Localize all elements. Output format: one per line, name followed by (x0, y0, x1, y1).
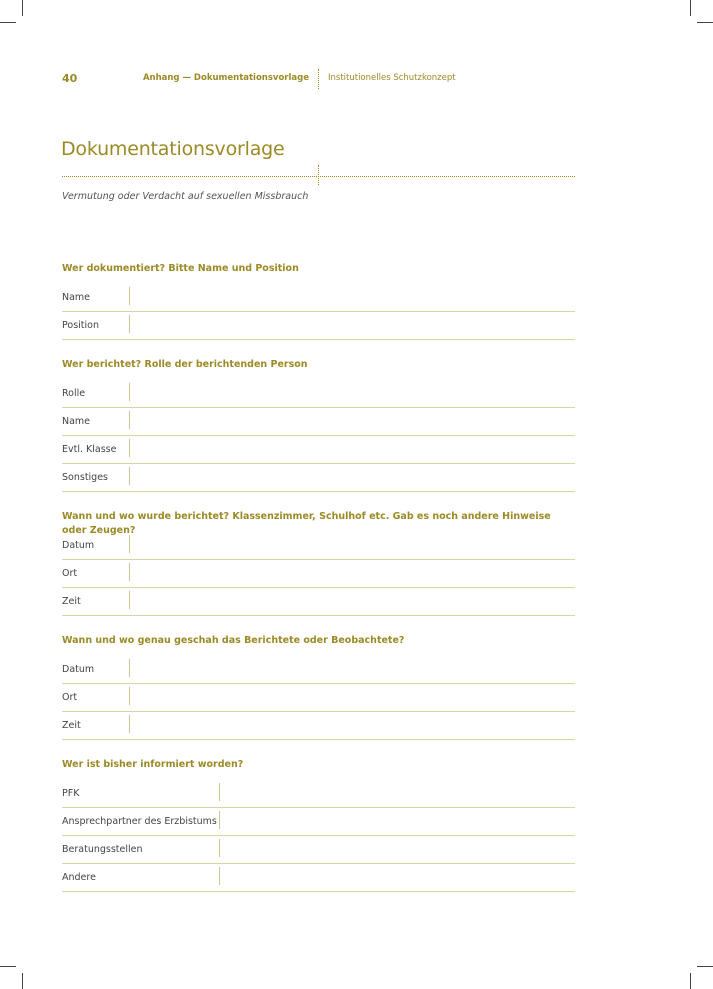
form-row (62, 588, 575, 616)
section-title: Wer ist bisher informiert worden? (62, 759, 244, 770)
form-row (62, 312, 575, 340)
section-informed-parties (62, 758, 575, 892)
documentation-form (62, 262, 575, 910)
field-label: Name (62, 287, 130, 305)
form-row (62, 836, 575, 864)
section-documenter (62, 262, 575, 340)
crop-mark (690, 0, 691, 16)
field-label: Datum (62, 535, 130, 553)
field-label: PFK (62, 783, 220, 801)
page-title: Dokumentationsvorlage (61, 138, 285, 160)
form-row (62, 436, 575, 464)
crop-mark (690, 973, 691, 989)
form-row (62, 532, 575, 560)
section-title: Wer dokumentiert? Bitte Name und Position (62, 263, 299, 274)
reporter-name-input[interactable] (130, 408, 575, 435)
section-title: Wann und wo genau geschah das Berichtete oder Beobachtete? (62, 635, 405, 646)
page-header (0, 72, 713, 92)
field-label: Evtl. Klasse (62, 439, 130, 457)
incident-place-input[interactable] (130, 684, 575, 711)
field-label: Name (62, 411, 130, 429)
form-row (62, 712, 575, 740)
section-incident-time-place (62, 634, 575, 740)
crop-mark (22, 0, 23, 16)
field-label: Sonstiges (62, 467, 130, 485)
report-place-input[interactable] (130, 560, 575, 587)
crop-mark (697, 966, 713, 967)
crop-mark (0, 22, 16, 23)
form-row (62, 560, 575, 588)
reporter-other-input[interactable] (130, 464, 575, 491)
reporter-class-input[interactable] (130, 436, 575, 463)
form-row (62, 380, 575, 408)
form-row (62, 656, 575, 684)
form-row (62, 864, 575, 892)
header-document: Institutionelles Schutzkonzept (328, 73, 456, 83)
report-time-input[interactable] (130, 588, 575, 615)
crop-mark (22, 973, 23, 989)
documenter-name-input[interactable] (130, 284, 575, 311)
title-divider-tick (318, 165, 319, 185)
report-date-input[interactable] (130, 532, 575, 559)
form-row (62, 284, 575, 312)
page-subtitle: Vermutung oder Verdacht auf sexuellen Missbrauch (62, 191, 309, 202)
page-number: 40 (62, 72, 78, 85)
field-label: Andere (62, 867, 220, 885)
incident-date-input[interactable] (130, 656, 575, 683)
field-label: Beratungsstellen (62, 839, 220, 857)
informed-pfk-input[interactable] (220, 780, 575, 807)
informed-counseling-input[interactable] (220, 836, 575, 863)
field-label: Rolle (62, 383, 130, 401)
crop-mark (0, 966, 16, 967)
form-row (62, 408, 575, 436)
reporter-role-input[interactable] (130, 380, 575, 407)
informed-archdiocese-contact-input[interactable] (220, 808, 575, 835)
documenter-position-input[interactable] (130, 312, 575, 339)
header-section: Anhang — Dokumentationsvorlage (142, 73, 309, 83)
form-row (62, 464, 575, 492)
section-report-time-place (62, 510, 575, 616)
field-label: Datum (62, 659, 130, 677)
form-row (62, 780, 575, 808)
field-label: Position (62, 315, 130, 333)
form-row (62, 684, 575, 712)
form-row (62, 808, 575, 836)
section-title: Wann und wo wurde berichtet? Klassenzimmer, Schulhof etc. Gab es noch andere Hinweise oder Zeugen? (62, 511, 551, 536)
incident-time-input[interactable] (130, 712, 575, 739)
field-label: Ansprechpartner des Erzbistums (62, 811, 220, 829)
header-divider (318, 69, 319, 89)
section-title: Wer berichtet? Rolle der berichtenden Person (62, 359, 308, 370)
field-label: Ort (62, 563, 130, 581)
informed-others-input[interactable] (220, 864, 575, 891)
field-label: Ort (62, 687, 130, 705)
crop-mark (697, 22, 713, 23)
field-label: Zeit (62, 591, 130, 609)
section-reporter (62, 358, 575, 492)
field-label: Zeit (62, 715, 130, 733)
